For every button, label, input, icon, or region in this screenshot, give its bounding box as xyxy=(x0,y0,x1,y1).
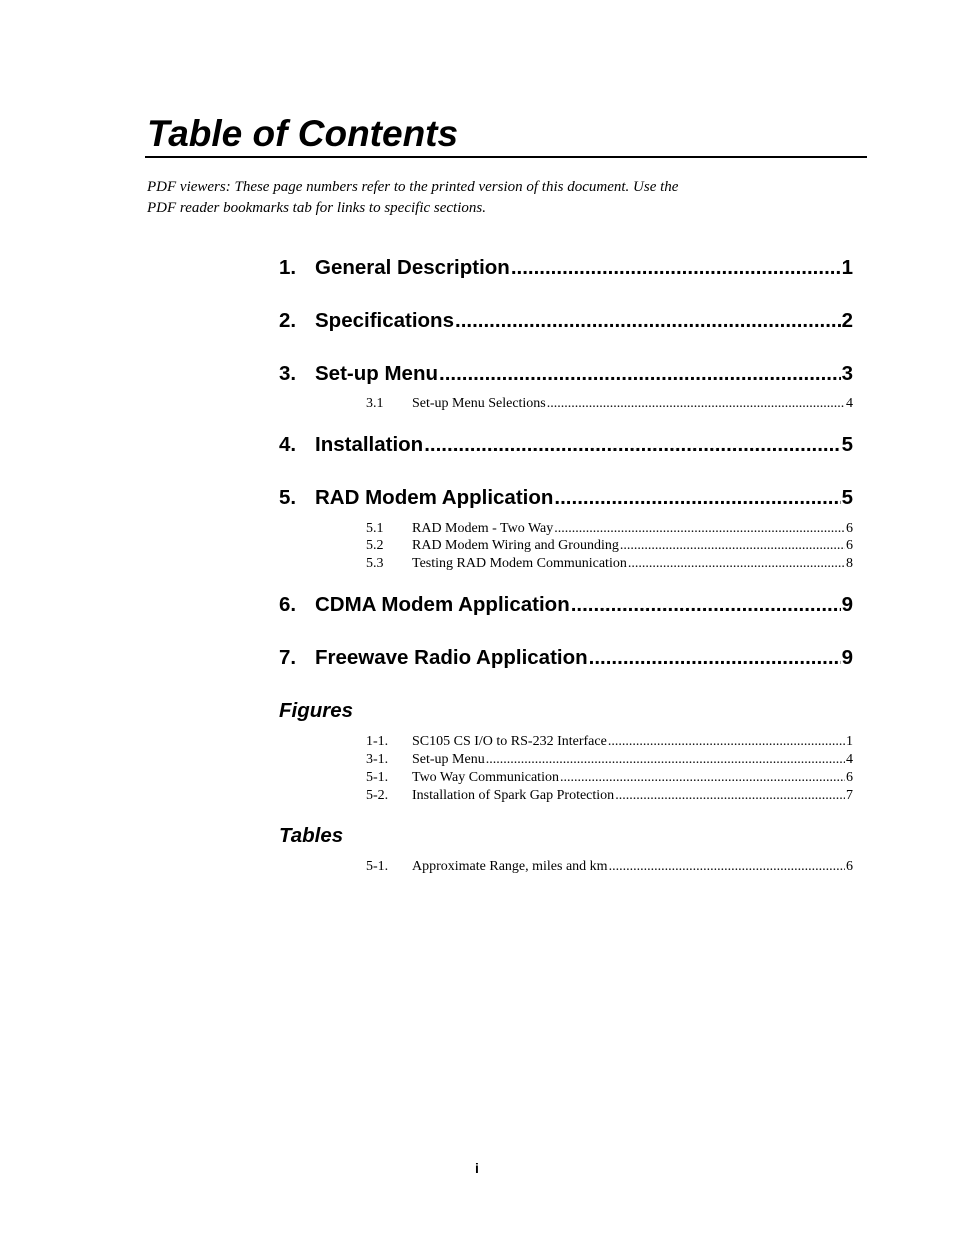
page-number: 6 xyxy=(846,538,853,553)
figure-number: 1-1. xyxy=(366,734,389,749)
title-underline xyxy=(145,156,867,158)
page-number: 5 xyxy=(841,433,853,456)
dot-leader xyxy=(439,361,841,387)
toc-entry-freewave-radio-application[interactable] xyxy=(279,645,853,671)
dot-leader xyxy=(547,395,845,413)
dot-leader xyxy=(424,432,840,458)
toc-subentry-rad-modem-two-way[interactable] xyxy=(366,520,853,538)
chapter-number: 3. xyxy=(279,362,297,385)
subsection-title: Set-up Menu Selections xyxy=(412,396,546,411)
page-number: 9 xyxy=(841,593,853,616)
page-number: 4 xyxy=(846,752,853,767)
figure-title: Two Way Communication xyxy=(412,770,559,785)
figure-number: 5-2. xyxy=(366,788,389,803)
table-title: Approximate Range, miles and km xyxy=(412,859,608,874)
page-title: Table of Contents xyxy=(147,113,459,154)
dot-leader xyxy=(554,485,840,511)
subsection-title: RAD Modem - Two Way xyxy=(412,521,554,536)
toc-entry-set-up-menu[interactable] xyxy=(279,361,853,387)
pdf-viewer-note xyxy=(147,177,787,218)
toc-entry-specifications[interactable] xyxy=(279,308,853,334)
chapter-number: 1. xyxy=(279,256,297,279)
footer-page-number: i xyxy=(475,1160,479,1176)
page-number: 6 xyxy=(846,770,853,785)
page-number: 1 xyxy=(841,256,853,279)
toc-figure-1-1[interactable] xyxy=(366,733,853,751)
toc-entry-installation[interactable] xyxy=(279,432,853,458)
page-number: 6 xyxy=(846,521,853,536)
toc-figure-5-2[interactable] xyxy=(366,787,853,805)
chapter-title: Specifications xyxy=(315,309,454,332)
note-line-1: PDF viewers: These page numbers refer to the printed version of this document. Use the xyxy=(147,179,679,195)
subsection-number: 3.1 xyxy=(366,396,384,411)
figure-title: Set-up Menu xyxy=(412,752,485,767)
figure-title: SC105 CS I/O to RS-232 Interface xyxy=(412,734,607,749)
page-number: 5 xyxy=(841,486,853,509)
dot-leader xyxy=(455,308,841,334)
chapter-title: CDMA Modem Application xyxy=(315,593,570,616)
page-number: 2 xyxy=(841,309,853,332)
chapter-number: 2. xyxy=(279,309,297,332)
subsection-number: 5.2 xyxy=(366,538,384,553)
dot-leader xyxy=(486,751,845,769)
subsection-number: 5.3 xyxy=(366,556,384,571)
chapter-number: 4. xyxy=(279,433,297,456)
table-number: 5-1. xyxy=(366,859,389,874)
chapter-title: Freewave Radio Application xyxy=(315,646,588,669)
toc-figure-5-1[interactable] xyxy=(366,769,853,787)
dot-leader xyxy=(628,555,845,573)
subsection-number: 5.1 xyxy=(366,521,384,536)
chapter-title: Installation xyxy=(315,433,424,456)
toc-entry-rad-modem-application[interactable] xyxy=(279,485,853,511)
chapter-title: General Description xyxy=(315,256,510,279)
page-number: 1 xyxy=(846,734,853,749)
dot-leader xyxy=(608,733,845,751)
dot-leader xyxy=(554,520,845,538)
figure-number: 3-1. xyxy=(366,752,389,767)
figure-title: Installation of Spark Gap Protection xyxy=(412,788,615,803)
toc-subentry-set-up-menu-selections[interactable] xyxy=(366,395,853,413)
page-number: 6 xyxy=(846,859,853,874)
chapter-number: 6. xyxy=(279,593,297,616)
dot-leader xyxy=(620,537,845,555)
toc-entry-cdma-modem-application[interactable] xyxy=(279,592,853,618)
page-number: 9 xyxy=(841,646,853,669)
dot-leader xyxy=(571,592,841,618)
page-number: 4 xyxy=(846,396,853,411)
page-number: 8 xyxy=(846,556,853,571)
chapter-number: 5. xyxy=(279,486,297,509)
dot-leader xyxy=(589,645,841,671)
page-number: 7 xyxy=(846,788,853,803)
dot-leader xyxy=(609,858,845,876)
toc-subentry-rad-modem-wiring[interactable] xyxy=(366,537,853,555)
figure-number: 5-1. xyxy=(366,770,389,785)
page-number: 3 xyxy=(841,362,853,385)
tables-heading: Tables xyxy=(279,824,344,847)
subsection-title: Testing RAD Modem Communication xyxy=(412,556,627,571)
toc-figure-3-1[interactable] xyxy=(366,751,853,769)
dot-leader xyxy=(560,769,845,787)
figures-heading: Figures xyxy=(279,699,354,722)
dot-leader xyxy=(615,787,845,805)
toc-entry-general-description[interactable] xyxy=(279,255,853,281)
chapter-title: Set-up Menu xyxy=(315,362,438,385)
note-line-2: PDF reader bookmarks tab for links to specific sections. xyxy=(147,199,486,216)
toc-subentry-testing-rad-modem[interactable] xyxy=(366,555,853,573)
chapter-number: 7. xyxy=(279,646,297,669)
subsection-title: RAD Modem Wiring and Grounding xyxy=(412,538,619,553)
chapter-title: RAD Modem Application xyxy=(315,486,554,509)
toc-table-5-1[interactable] xyxy=(366,858,853,876)
dot-leader xyxy=(511,255,841,281)
